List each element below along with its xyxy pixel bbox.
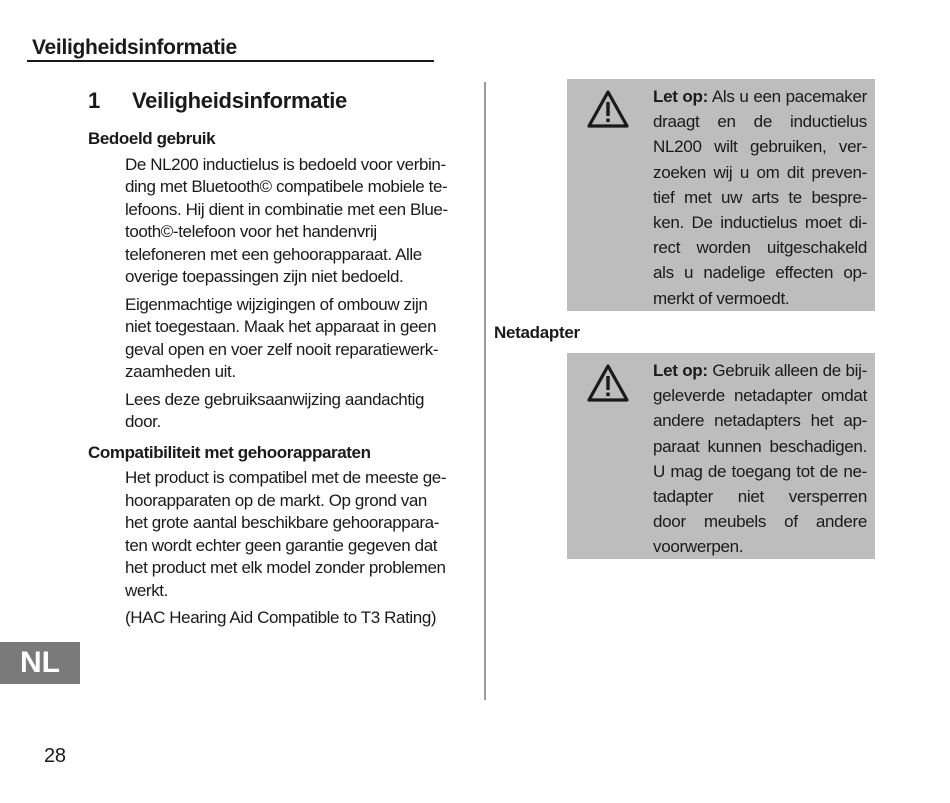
- header-rule: [27, 60, 434, 62]
- text-line: ten wordt echter geen garantie gegeven dat: [125, 535, 438, 555]
- text-line: tadapter niet versperren: [653, 487, 867, 507]
- text-line: geleverde netadapter omdat: [653, 386, 867, 406]
- paragraph: [125, 607, 480, 630]
- text-line: Lees deze gebruiksaanwijzing aandachtig: [125, 389, 425, 409]
- paragraph: [125, 294, 480, 384]
- text-line: tief met uw arts te bespre-: [653, 187, 867, 207]
- paragraph: [125, 154, 480, 289]
- paragraph: [125, 389, 480, 434]
- text-line: als u nadelige effecten op-: [653, 263, 867, 283]
- chapter-number: 1: [88, 88, 100, 113]
- left-column: [88, 128, 480, 635]
- text-line: rect worden uitgeschakeld: [653, 238, 867, 258]
- text-line: ken. De inductielus moet di-: [653, 213, 867, 233]
- text-line: geval open en voer zelf nooit reparatiewerk-: [125, 339, 439, 359]
- text-line: het product met elk model zonder problemen: [125, 558, 446, 577]
- text-line: U mag de toegang tot de ne-: [653, 461, 867, 481]
- text-line: telefoneren met een gehoorapparaat. Alle: [125, 244, 422, 264]
- text-line: het grote aantal beschikbare gehoorappara-: [125, 513, 439, 532]
- text-line: merkt of vermoedt.: [653, 288, 790, 308]
- running-header: Veiligheidsinformatie: [32, 36, 237, 59]
- text-line: NL200 wilt gebruiken, ver-: [653, 137, 867, 157]
- warning-label: Let op:: [653, 87, 708, 106]
- language-tab: NL: [0, 642, 80, 684]
- text-line: Het product is compatibel met de meeste ge-: [125, 468, 447, 487]
- text-fragment: Gebruik alleen de bij-: [707, 361, 867, 380]
- text-line: andere netadapters het ap-: [653, 411, 867, 431]
- warning-text: [653, 84, 867, 311]
- text-line: paraat kunnen beschadigen.: [653, 436, 867, 456]
- warning-text: [653, 358, 867, 560]
- text-line: door meubels of andere: [653, 512, 867, 532]
- text-line: tooth©-telefoon voor het handenvrij: [125, 222, 377, 241]
- column-divider: [484, 82, 486, 700]
- text-line: werkt.: [125, 580, 168, 600]
- page-number: 28: [44, 745, 66, 767]
- text-line: voorwerpen.: [653, 537, 744, 557]
- paragraph: [125, 467, 480, 602]
- text-line: [653, 358, 867, 383]
- section-heading-compatibility: Compatibiliteit met gehoorapparaten: [88, 442, 371, 462]
- warning-label: Let op:: [653, 361, 708, 380]
- text-line: Eigenmachtige wijzigingen of ombouw zijn: [125, 294, 428, 314]
- warning-triangle-icon: [586, 363, 630, 403]
- text-line: lefoons. Hij dient in combinatie met een Blue-: [125, 199, 448, 219]
- warning-box-pacemaker: [567, 79, 875, 311]
- text-line: niet toegestaan. Maak het apparaat in geen: [125, 317, 437, 336]
- text-line: zaamheden uit.: [125, 362, 236, 381]
- text-line: overige toepassingen zijn niet bedoeld.: [125, 267, 404, 286]
- warning-box-netadapter: [567, 353, 875, 559]
- text-line: zoeken wij u om dit preven-: [653, 162, 867, 182]
- text-line: [653, 84, 867, 109]
- chapter-title: [88, 88, 347, 114]
- text-line: (HAC Hearing Aid Compatible to T3 Rating): [125, 608, 437, 627]
- text-line: De NL200 inductielus is bedoeld voor verbin-: [125, 154, 446, 174]
- section-heading-netadapter: Netadapter: [494, 323, 580, 342]
- chapter-title-text: Veiligheidsinformatie: [132, 88, 347, 113]
- text-fragment: Als u een pacemaker: [707, 87, 867, 106]
- text-line: hoorapparaten op de markt. Op grond van: [125, 490, 427, 510]
- text-line: door.: [125, 412, 161, 431]
- text-line: ding met Bluetooth© compatibele mobiele te-: [125, 177, 448, 196]
- warning-triangle-icon: [586, 89, 630, 129]
- text-line: draagt en de inductielus: [653, 112, 867, 132]
- section-heading-intended-use: Bedoeld gebruik: [88, 129, 216, 148]
